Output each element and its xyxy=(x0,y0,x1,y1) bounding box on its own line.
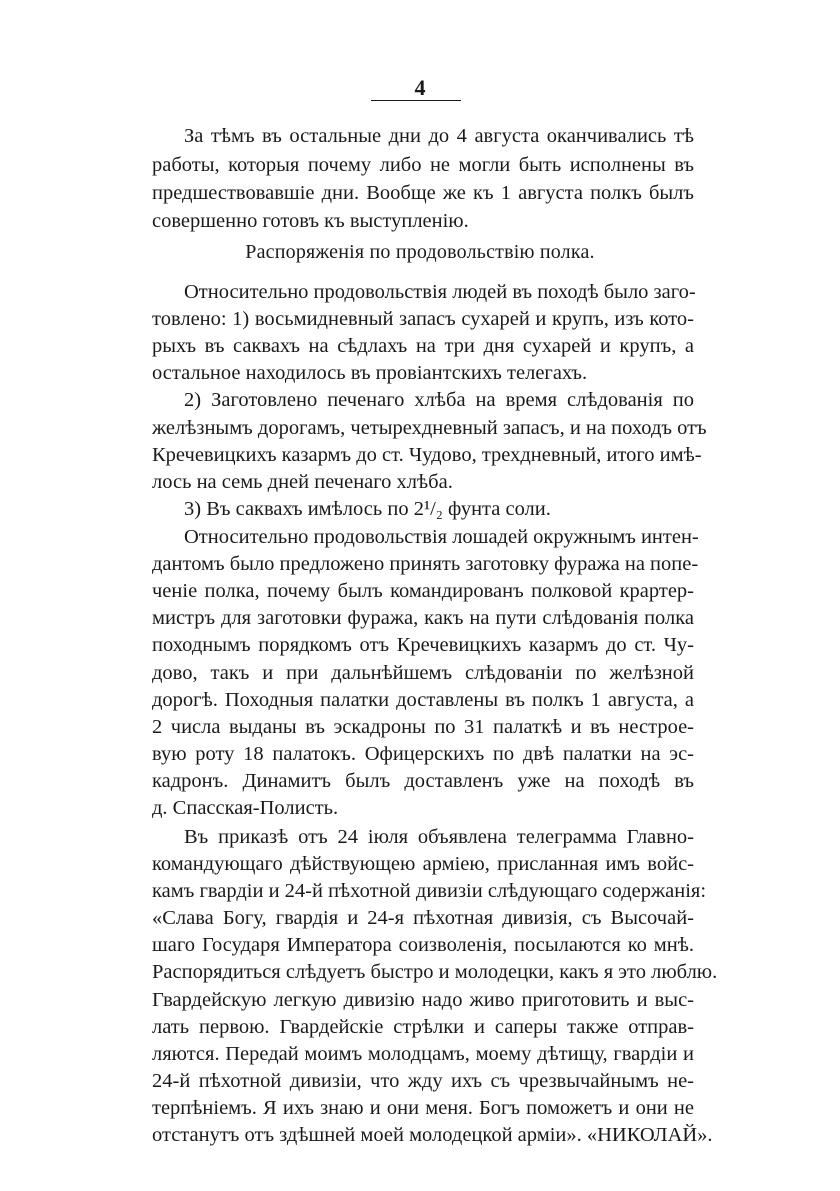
section-heading: Распоряженія по продовольствію полка. xyxy=(245,241,595,263)
text-line: вую роту 18 палатокъ. Офицерскихъ по двѣ палатки на эс- xyxy=(152,743,694,765)
text-line: походнымъ порядкомъ отъ Кречевицкихъ казармъ до ст. Чу- xyxy=(152,634,694,656)
text-line: Въ приказѣ отъ 24 іюля объявлена телеграмма Главно- xyxy=(184,826,694,848)
text-line: ченіе полка, почему былъ командированъ полковой крартер- xyxy=(152,580,694,602)
text-line: За тѣмъ въ остальные дни до 4 августа оканчивались тѣ xyxy=(184,125,694,147)
text-line: терпѣніемъ. Я ихъ знаю и они меня. Богъ поможетъ и они не xyxy=(152,1097,694,1119)
text-line: лать первою. Гвардейскіе стрѣлки и саперы также отправ- xyxy=(152,1016,694,1038)
text-line: кадронъ. Динамитъ былъ доставленъ уже на походѣ въ xyxy=(152,770,694,792)
text-line: 24-й пѣхотной дивизіи, что жду ихъ съ чрезвычайнымъ не- xyxy=(152,1070,694,1092)
text-line: командующаго дѣйствующею арміею, присланная имъ войс- xyxy=(152,853,694,875)
text-line: д. Спасская-Полисть. xyxy=(152,797,339,819)
text-line: шаго Государя Императора соизволенія, посылаются ко мнѣ. xyxy=(152,934,694,956)
page-number: 4 xyxy=(414,75,426,100)
text-line: 2) Заготовлено печенаго хлѣба на время слѣдованія по xyxy=(184,389,694,411)
text-line: товлено: 1) восьмидневный запасъ сухарей и крупъ, изъ кото- xyxy=(152,308,694,330)
text-line: Относительно продовольствія лошадей окружнымъ интен- xyxy=(184,526,699,548)
text-line: рыхъ въ саквахъ на сѣдлахъ на три дня сухарей и крупъ, а xyxy=(152,335,694,357)
text-line: остальное находилось въ провіантскихъ телегахъ. xyxy=(152,362,588,384)
text-line: совершенно готовъ къ выступленію. xyxy=(152,210,469,232)
text-line: 3) Въ саквахъ имѣлось по 2¹/₂ фунта соли. xyxy=(184,498,551,520)
text-line: дорогѣ. Походныя палатки доставлены въ полкъ 1 августа, а xyxy=(152,689,694,711)
text-line: работы, которыя почему либо не могли быть исполнены въ xyxy=(152,154,694,176)
text-line: отстанутъ отъ здѣшней моей молодецкой арміи». «НИКОЛАЙ». xyxy=(152,1124,713,1146)
text-line: 2 числа выданы въ эскадроны по 31 палаткѣ и въ нестрое- xyxy=(152,716,694,738)
text-line: желѣзнымъ дорогамъ, четырехдневный запасъ, и на походъ отъ xyxy=(152,417,707,439)
text-line: дово, такъ и при дальнѣйшемъ слѣдованіи по желѣзной xyxy=(152,662,694,684)
text-line: дантомъ было предложено принять заготовку фуража на попе- xyxy=(152,553,699,575)
text-line: Гвардейскую легкую дивизію надо живо приготовить и выс- xyxy=(152,989,694,1011)
text-line: Распорядиться слѣдуетъ быстро и молодецки, какъ я это люблю. xyxy=(152,961,718,983)
text-line: камъ гвардіи и 24-й пѣхотной дивизіи слѣдующаго содержанія: xyxy=(152,880,707,902)
text-line: «Слава Богу, гвардія и 24-я пѣхотная дивизія, съ Высочай- xyxy=(152,907,694,929)
header-rule xyxy=(371,100,461,101)
text-line: мистръ для заготовки фуража, какъ на пути слѣдованія полка xyxy=(152,607,694,629)
text-line: предшествовавшіе дни. Вообще же къ 1 августа полкъ былъ xyxy=(152,182,694,204)
text-line: Кречевицкихъ казармъ до ст. Чудово, трехдневный, итого имѣ- xyxy=(152,444,702,466)
text-line: ляются. Передай моимъ молодцамъ, моему дѣтищу, гвардіи и xyxy=(152,1043,694,1065)
text-line: лось на семь дней печенаго хлѣба. xyxy=(152,471,453,493)
text-line: Относительно продовольствія людей въ походѣ было заго- xyxy=(184,281,696,303)
